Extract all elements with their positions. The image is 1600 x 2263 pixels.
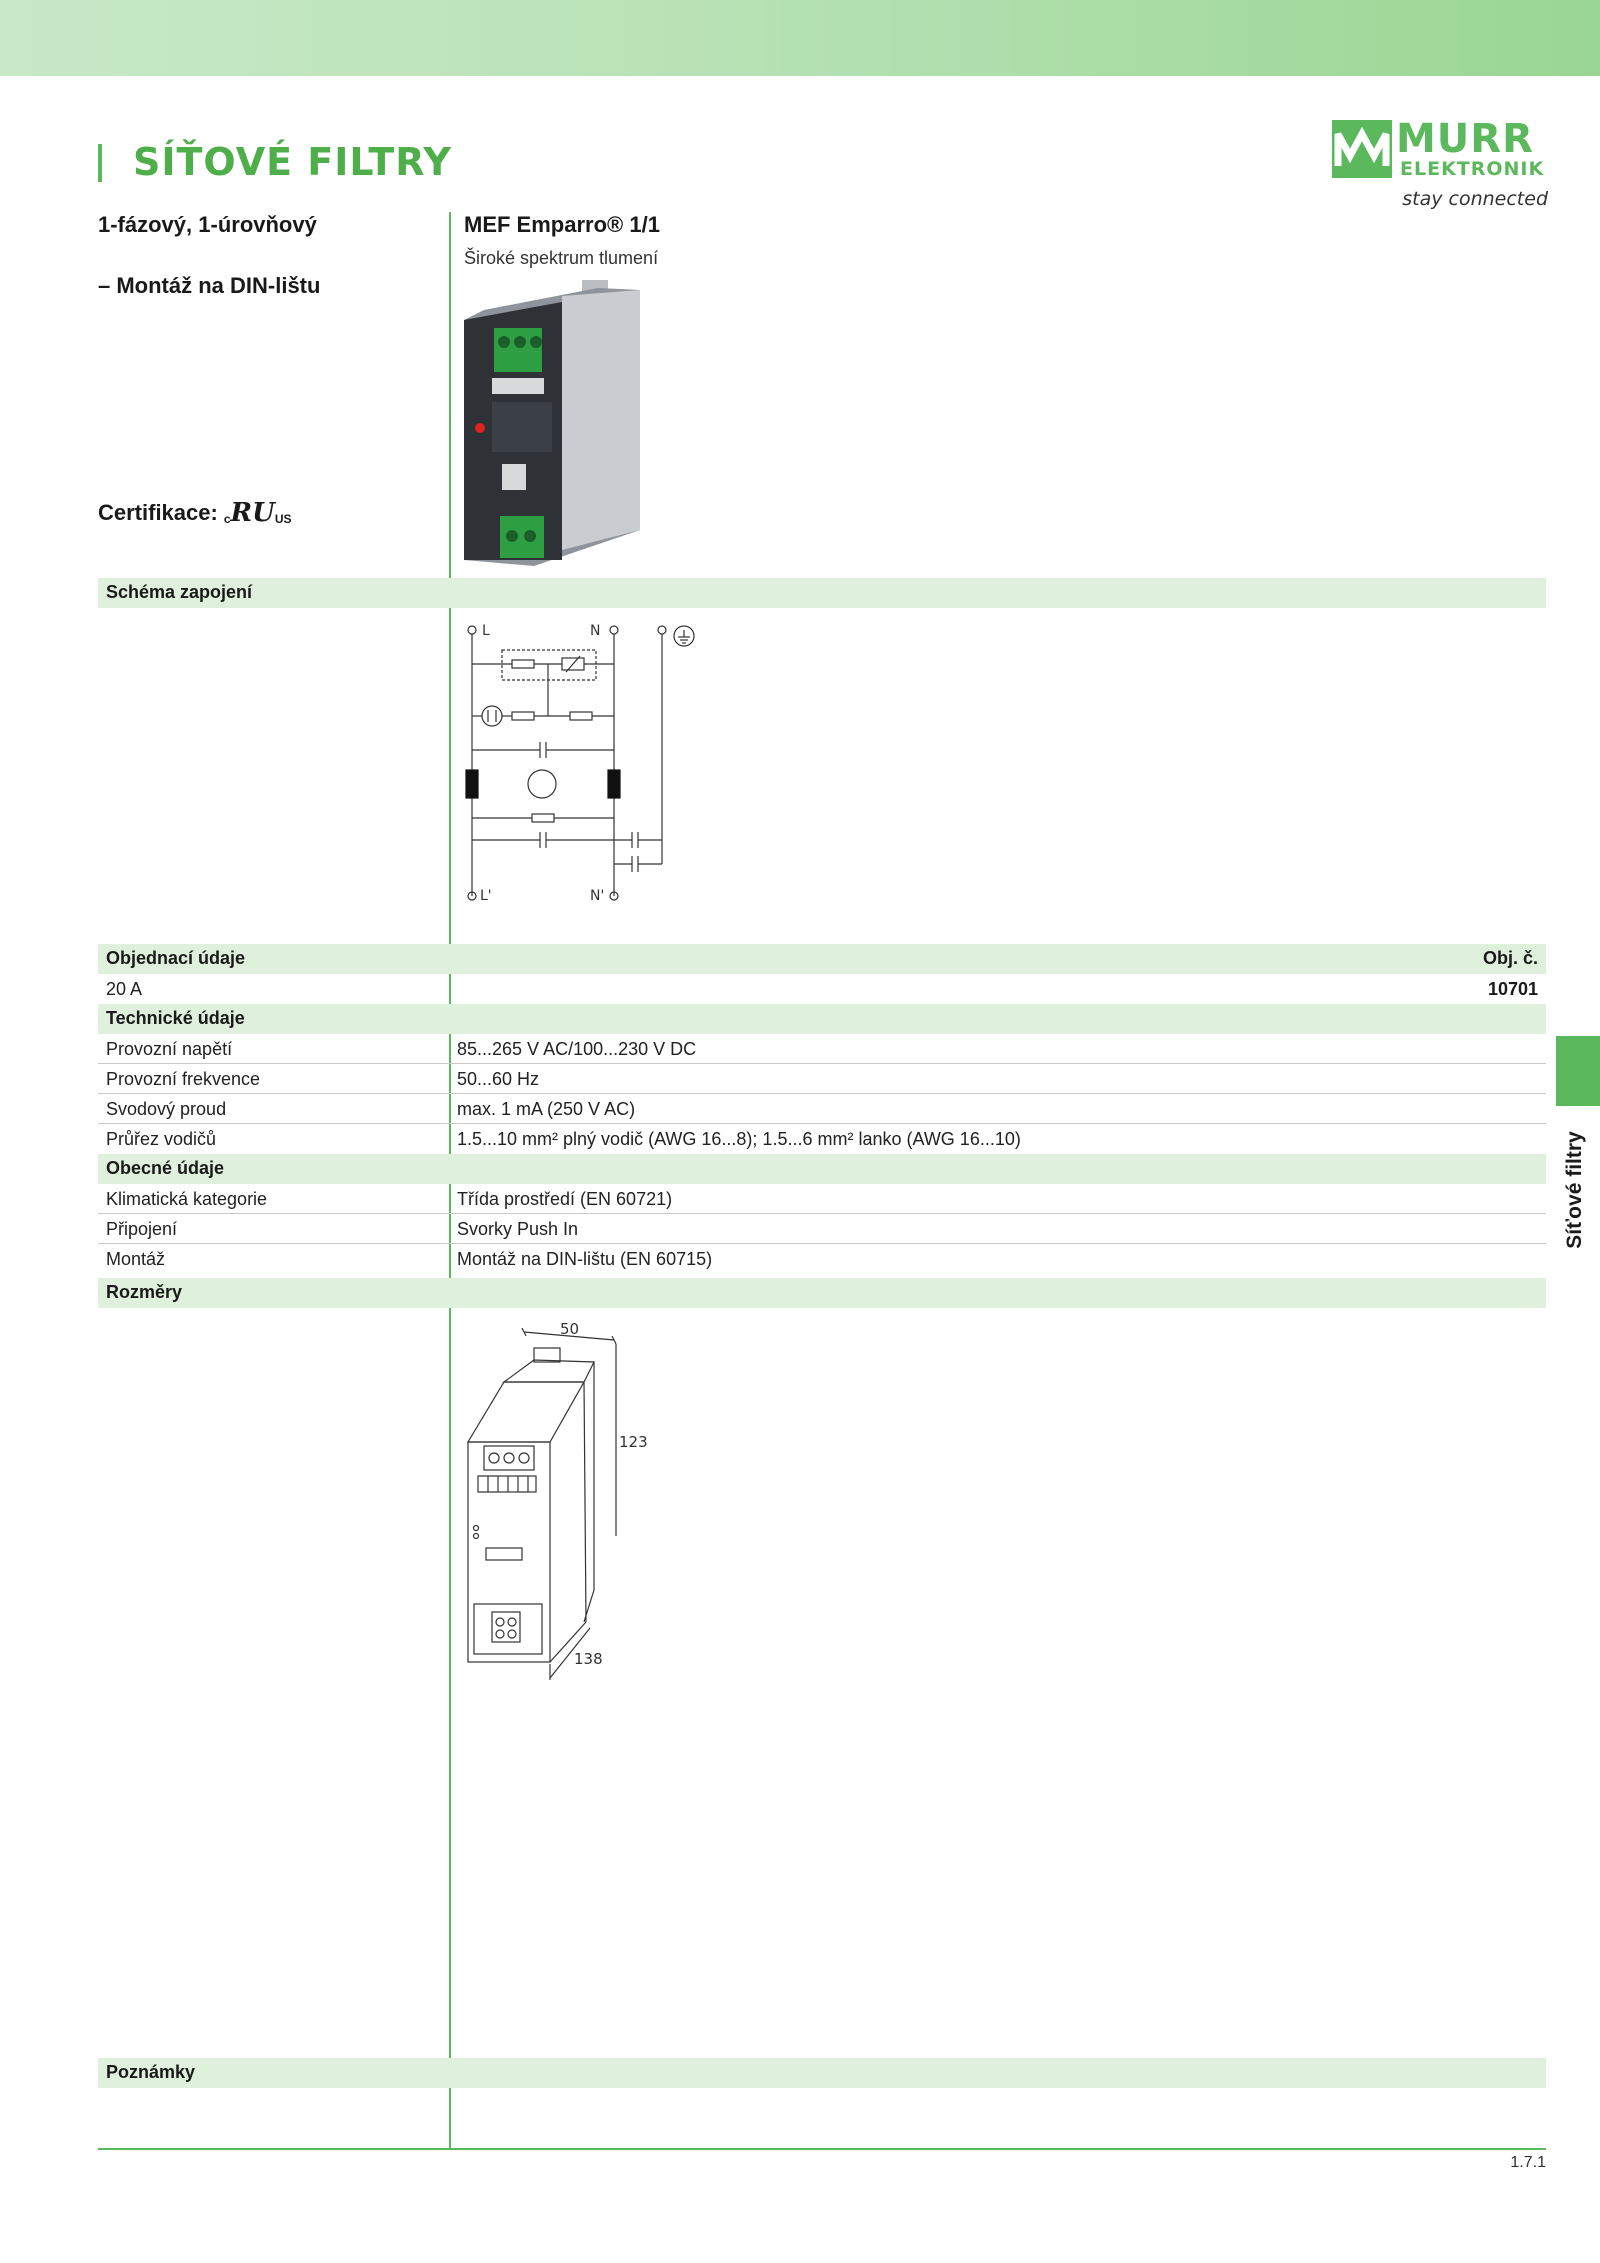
page-title: SÍŤOVÉ FILTRY — [133, 140, 452, 184]
terminal-l-out: L' — [480, 888, 492, 904]
logo-brand-sub: ELEKTRONIK — [1400, 158, 1545, 180]
logo-brand: MURR — [1396, 116, 1534, 162]
general-row-value: Montáž na DIN-lištu (EN 60715) — [457, 1249, 713, 1269]
tech-row-name: Provozní napětí — [106, 1039, 233, 1059]
section-general — [98, 1154, 1546, 1184]
order-row-name: 20 A — [106, 979, 143, 999]
terminal-l: L — [482, 623, 490, 639]
section-ordering-label: Objednací údaje — [106, 948, 246, 968]
product-type-line1: 1-fázový, 1-úrovňový — [98, 212, 317, 237]
logo-tagline: stay connected — [1402, 188, 1548, 210]
terminal-n: N — [590, 623, 601, 639]
dimension-width: 50 — [560, 1322, 580, 1338]
section-notes-label: Poznámky — [106, 2062, 196, 2082]
tech-row — [98, 1064, 1546, 1094]
footer-line — [98, 2148, 1546, 2150]
product-image — [464, 280, 640, 566]
tech-row-name: Svodový proud — [106, 1099, 227, 1119]
ul-cert-icon — [224, 500, 292, 526]
product-name: MEF Emparro® 1/1 — [464, 212, 660, 237]
side-tab-text: Síťové filtry — [1563, 1131, 1586, 1249]
section-technical — [98, 1004, 1546, 1034]
section-schematic — [98, 578, 1546, 608]
tech-row-value: 1.5...10 mm² plný vodič (AWG 16...8); 1.5...6 mm² lanko (AWG 16...10) — [457, 1129, 1021, 1149]
murr-logo-icon — [1332, 120, 1392, 178]
side-tab-label — [1562, 1130, 1588, 1250]
general-row-value: Třída prostředí (EN 60721) — [457, 1189, 673, 1209]
dimension-depth: 138 — [574, 1650, 603, 1668]
header-band — [0, 0, 1600, 76]
section-technical-label: Technické údaje — [106, 1008, 245, 1028]
ul-us: US — [274, 512, 292, 526]
product-subtitle: Široké spektrum tlumení — [464, 248, 659, 268]
general-row — [98, 1244, 1546, 1274]
side-tab-marker — [1556, 1036, 1600, 1106]
tech-row-name: Provozní frekvence — [106, 1069, 261, 1089]
terminal-n-out: N' — [590, 888, 605, 904]
general-row-value: Svorky Push In — [457, 1219, 579, 1239]
tech-row-name: Průřez vodičů — [106, 1129, 217, 1149]
general-row-name: Připojení — [106, 1219, 178, 1239]
tech-row-value: 85...265 V AC/100...230 V DC — [457, 1039, 697, 1059]
order-row — [98, 974, 1546, 1004]
order-row-number: 10701 — [1487, 979, 1538, 999]
general-row — [98, 1214, 1546, 1244]
general-row-name: Montáž — [106, 1249, 166, 1269]
product-type-line2: – Montáž na DIN-lištu — [98, 273, 321, 298]
section-schematic-label: Schéma zapojení — [106, 582, 253, 602]
dimension-drawing — [464, 1322, 664, 1702]
dimension-height: 123 — [619, 1433, 648, 1451]
general-row-name: Klimatická kategorie — [106, 1189, 268, 1209]
ul-letters: RU — [230, 498, 275, 528]
wiring-diagram — [462, 618, 702, 908]
tech-row-value: max. 1 mA (250 V AC) — [457, 1099, 636, 1119]
section-notes — [98, 2058, 1546, 2088]
section-ordering — [98, 944, 1546, 974]
section-dimensions — [98, 1278, 1546, 1308]
general-row — [98, 1184, 1546, 1214]
ul-c: c — [223, 512, 231, 526]
tech-row-value: 50...60 Hz — [457, 1069, 540, 1089]
certification — [98, 500, 291, 526]
tech-row — [98, 1124, 1546, 1154]
page-number: 1.7.1 — [1510, 2154, 1546, 2171]
order-number-header: Obj. č. — [1482, 948, 1538, 968]
cert-label: Certifikace: — [98, 500, 218, 525]
title-accent-bar — [98, 144, 102, 182]
section-dimensions-label: Rozměry — [106, 1282, 183, 1302]
tech-row — [98, 1094, 1546, 1124]
murr-logo — [1332, 116, 1548, 210]
tech-row — [98, 1034, 1546, 1064]
section-general-label: Obecné údaje — [106, 1158, 225, 1178]
